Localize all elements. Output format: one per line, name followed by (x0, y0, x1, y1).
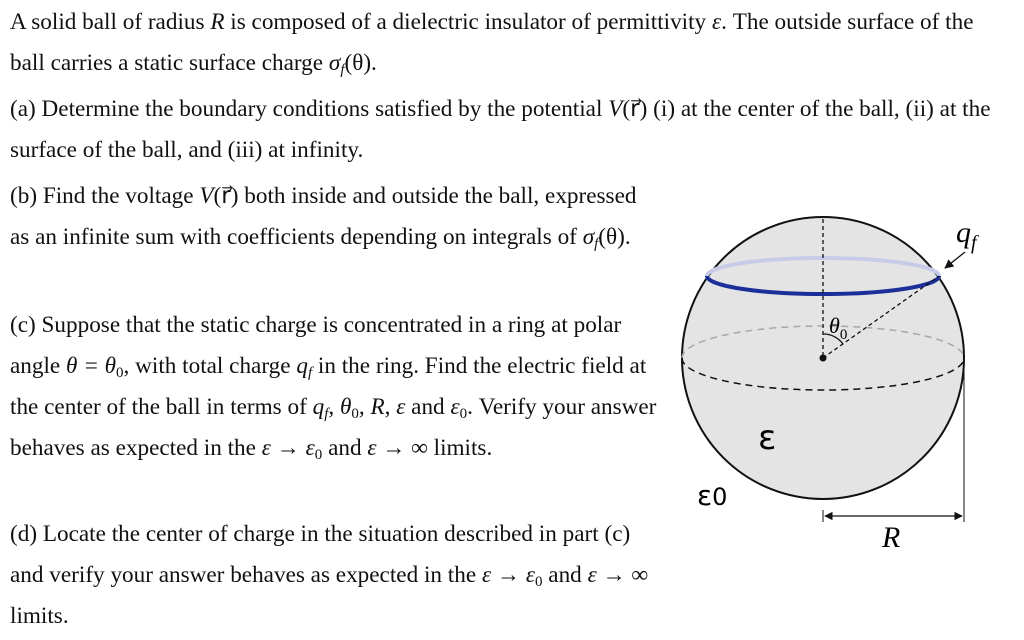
symbol-epsilon: ε (711, 9, 722, 35)
radius-label: R (882, 521, 901, 554)
symbol-V: V (199, 183, 214, 209)
sphere-figure (660, 190, 1024, 560)
qf-label: $q_f$ (956, 216, 977, 254)
inner-epsilon-label: ε (758, 418, 777, 458)
theta0-label: $\theta_0$ (829, 313, 848, 343)
part-a-paragraph: (a) Determine the boundary conditions satisfied by the potential V(r⃗) (i) at the center of the ball, (ii) at the surface of the ball, and (iii) at infinity. (10, 96, 991, 163)
outer-epsilon-label: ε0 (697, 479, 728, 512)
charge-arrow (945, 252, 965, 268)
intro-paragraph: A solid ball of radius R is composed of a dielectric insulator of permittivity ε. The outside surface of the ball carries a static surface charge $\sigma_f(\theta)$. (10, 9, 974, 78)
part-c-paragraph: (c) Suppose that the static charge is concentrated in a ring at polar angle $\theta = \theta_0$, with total charge $q_f$ in the ring. Find the electric field at the center of the ball in terms of $q_f$, $\theta_0$, R, ε and $\varepsilon_0$. Verify your answer behaves as expected in the $\varepsilon \to \varepsilon_0$ and ε → ∞ limits. (10, 312, 657, 463)
symbol-V: V (608, 96, 623, 122)
part-b-paragraph: (b) Find the voltage V(r⃗) both inside and outside the ball, expressed as an infinite sum with coefficients depending on integrals of $\sigma_f(\theta)$. (10, 183, 637, 252)
symbol-sigma: σ (582, 224, 595, 250)
symbol-R: R (210, 9, 225, 35)
symbol-sigma: σ (328, 50, 341, 76)
center-point (820, 355, 827, 362)
part-d-paragraph: (d) Locate the center of charge in the situation described in part (c) and verify your answer behaves as expected in the $\varepsilon \to \varepsilon_0$ and ε → ∞ limits. (10, 521, 649, 629)
